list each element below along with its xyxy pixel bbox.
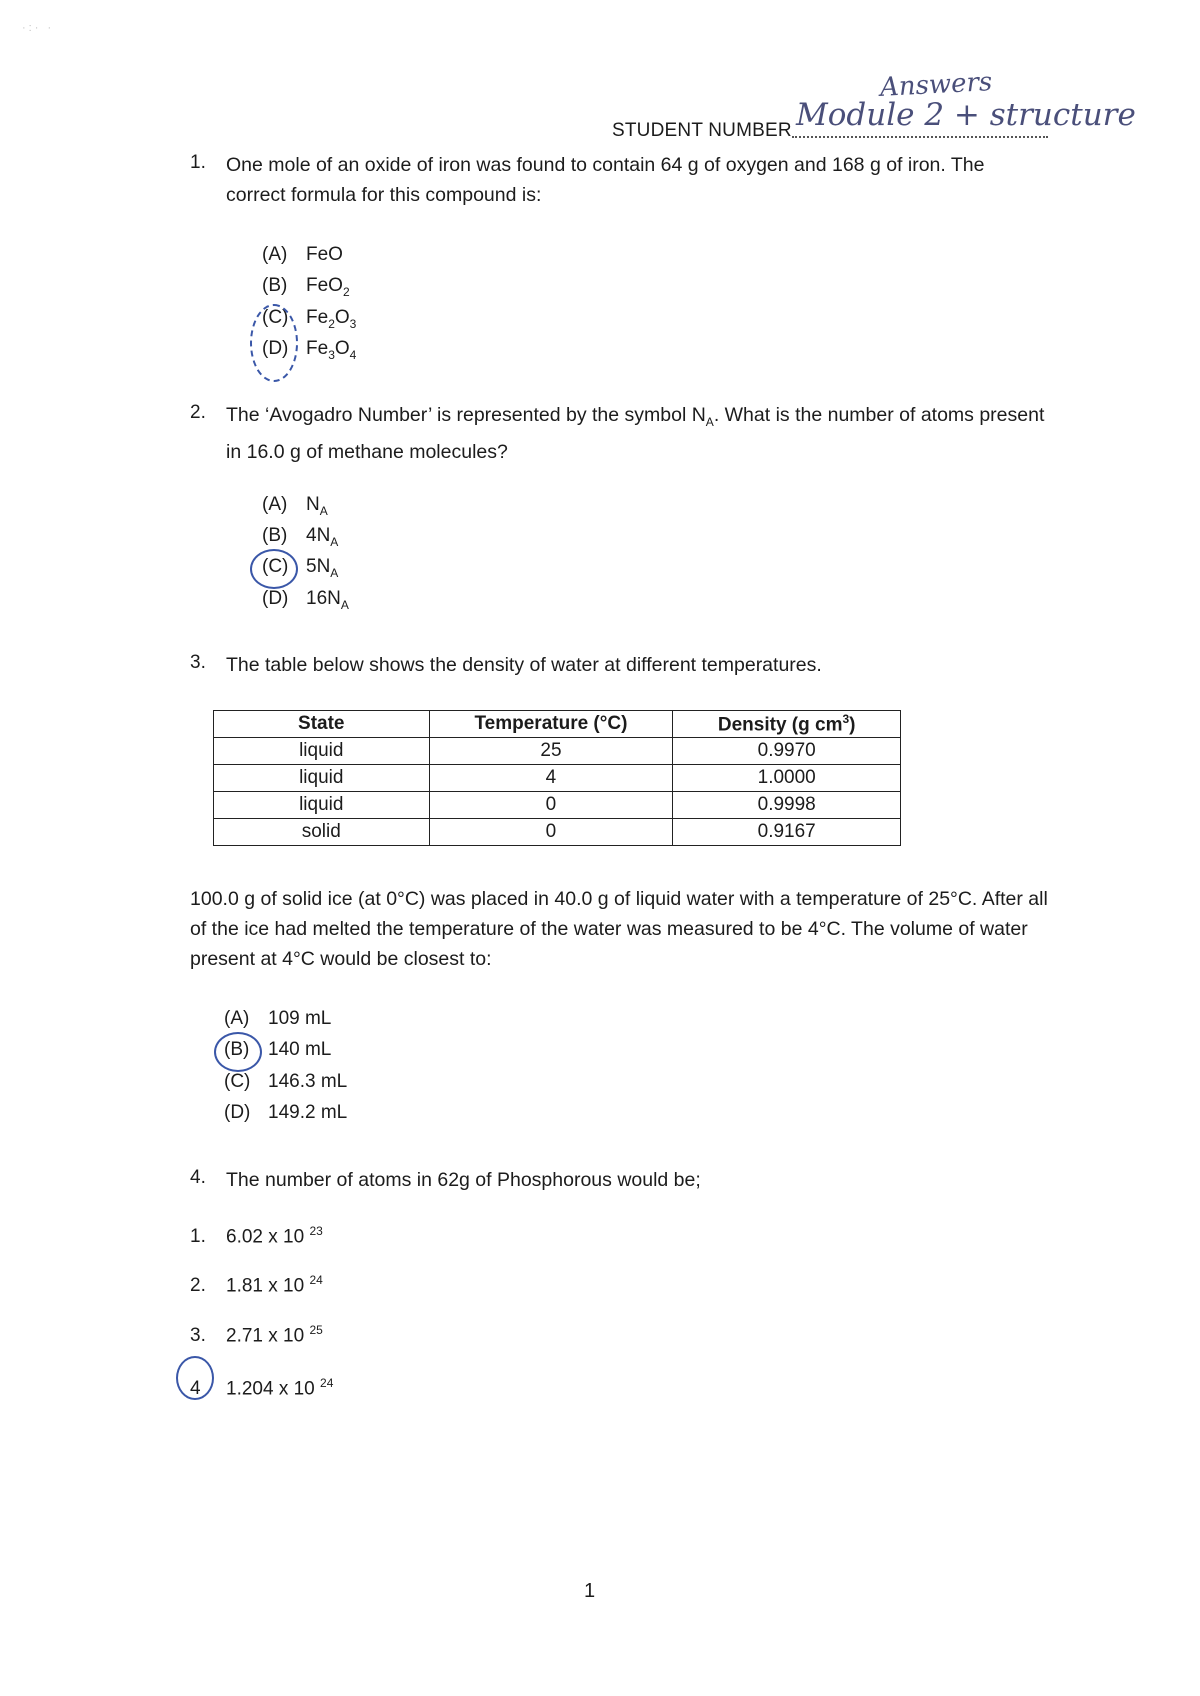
cell-state: liquid (214, 765, 430, 792)
q2-text: The ‘Avogadro Number’ is represented by the symbol $N_A$. What is the number of atoms present in 16.0 g of methane molecules? (226, 404, 1045, 463)
cell-state: liquid (214, 738, 430, 765)
cell-temperature: 0 (429, 792, 673, 819)
table-row (214, 819, 901, 846)
table-row (214, 792, 901, 819)
student-number-handwritten-value: Module 2 + structure (796, 97, 1136, 133)
cell-temperature: 0 (429, 819, 673, 846)
q2-number: 2. (190, 402, 206, 423)
cell-density: 0.9998 (673, 792, 901, 819)
q3-number: 3. (190, 652, 206, 673)
q3-option-c: (C) 146.3 mL (224, 1071, 348, 1092)
table-row (214, 738, 901, 765)
q1-option-d: (D) $Fe_3O_4$ (262, 338, 357, 362)
cell-temperature: 25 (429, 738, 673, 765)
q1-text: One mole of an oxide of iron was found to contain 64 g of oxygen and 168 g of iron. The correct formula for this compound is: (226, 154, 985, 206)
q1-option-b: (B) FeO$_2$ (262, 275, 350, 299)
q1-option-c: (C) $Fe_2O_3$ (262, 307, 357, 331)
q4-number: 4. (190, 1167, 206, 1188)
q4-option-3: 3. 2.71 x 10 $^{25}$ (190, 1323, 323, 1347)
header-temperature: Temperature (°C) (429, 711, 673, 738)
q3-option-b: (B) 140 mL (224, 1039, 332, 1060)
table-row (214, 765, 901, 792)
cell-density: 1.0000 (673, 765, 901, 792)
q4-text: The number of atoms in 62g of Phosphorous would be; (226, 1169, 701, 1191)
header-state: State (214, 711, 430, 738)
q1-option-a: (A) FeO (262, 244, 343, 265)
student-number-dotted-line (792, 136, 1048, 138)
cell-density: 0.9167 (673, 819, 901, 846)
scan-mark: ·:· · (22, 22, 55, 34)
q2-option-a: (A) $N_A$ (262, 494, 328, 518)
student-number-label: STUDENT NUMBER (612, 120, 792, 141)
q4-option-4: 4 1.204 x 10 $^{24}$ (190, 1376, 334, 1400)
q4-option-2: 2. 1.81 x 10 $^{24}$ (190, 1273, 323, 1297)
q3-paragraph: 100.0 g of solid ice (at 0°C) was placed in 40.0 g of liquid water with a temperature of 25°C. After all of the ice had melted the temperature of the water was measured to be 4°C. The volume of water present at 4°C would be closest to: (190, 888, 1048, 970)
page-number: 1 (584, 1580, 596, 1602)
q2-option-b: (B) $4N_A$ (262, 525, 339, 549)
header-density: Density (g $cm^3$) (673, 711, 901, 738)
q3-intro: The table below shows the density of water at different temperatures. (226, 654, 822, 676)
q3-option-d: (D) 149.2 mL (224, 1102, 348, 1123)
q3-option-a: (A) 109 mL (224, 1008, 332, 1029)
q2-option-d: (D) $16N_A$ (262, 588, 349, 612)
cell-state: liquid (214, 792, 430, 819)
answers-handwritten-note: Answers (879, 67, 993, 103)
cell-state: solid (214, 819, 430, 846)
q1-number: 1. (190, 152, 206, 173)
density-table-header-row (214, 711, 901, 738)
cell-temperature: 4 (429, 765, 673, 792)
q4-option-1: 1. 6.02 x 10 $^{23}$ (190, 1224, 323, 1248)
cell-density: 0.9970 (673, 738, 901, 765)
density-table (213, 710, 901, 846)
q2-option-c: (C) $5N_A$ (262, 556, 339, 580)
